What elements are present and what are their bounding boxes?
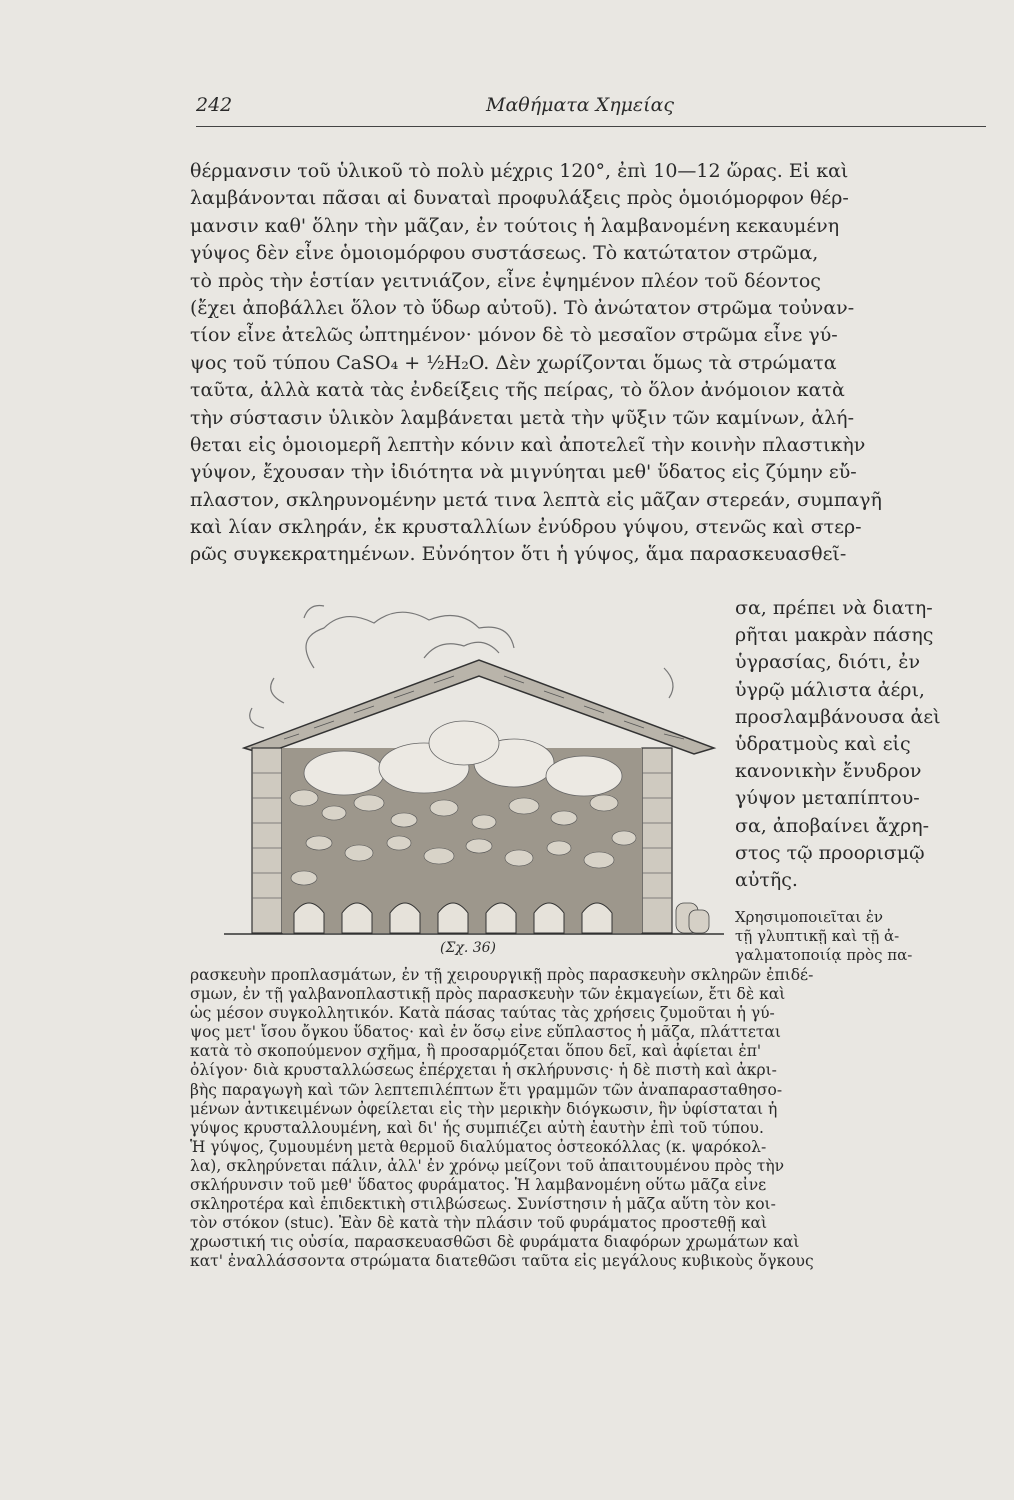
text-line: γύψον μεταπίπτου-: [735, 787, 920, 810]
kiln-illustration: [224, 598, 724, 948]
text-line: ρῆται μακρὰν πάσης: [735, 624, 934, 647]
text-line: στος τῷ προορισμῷ: [735, 841, 925, 864]
text-line: ρῶς συγκεκρατημένων. Εὐνόητον ὅτι ἡ γύψος, ἅμα παρασκευασθεῖ-: [190, 543, 847, 566]
text-line: Ἡ γύψος, ζυμουμένη μετὰ θερμοῦ διαλύματος ὀστεοκόλλας (κ. ψαρόκολ-: [190, 1137, 767, 1156]
text-line: λα), σκληρύνεται πάλιν, ἀλλ' ἐν χρόνῳ μείζονι τοῦ ἀπαιτουμένου πρὸς τὴν: [190, 1156, 785, 1175]
text-line: ψος τοῦ τύπου CaSO₄ + ½H₂O. Δὲν χωρίζονται ὅμως τὰ στρώματα: [190, 351, 837, 374]
wrap-small-paragraph: [735, 908, 1000, 966]
text-line: (ἔχει ἀποβάλλει ὅλον τὸ ὕδωρ αὐτοῦ). Τὸ ἀνώτατον στρῶμα τοὐναν-: [190, 296, 855, 319]
text-line: θεται εἰς ὁμοιομερῆ λεπτὴν κόνιν καὶ ἀποτελεῖ τὴν κοινὴν πλαστικὴν: [190, 433, 866, 456]
text-line: μανσιν καθ' ὅλην τὴν μᾶζαν, ἐν τούτοις ἡ λαμβανομένη κεκαυμένη: [190, 214, 840, 237]
text-line: ὀλίγον· διὰ κρυσταλλώσεως ἐπέρχεται ἡ σκλήρυνσις· ἡ δὲ πιστὴ καὶ ἀκρι-: [190, 1061, 777, 1080]
text-line: γύψον, ἔχουσαν τὴν ἰδιότητα νὰ μιγνύηται μεθ' ὕδατος εἰς ζύμην εὔ-: [190, 461, 857, 484]
text-line: γύψος δὲν εἶνε ὁμοιομόρφου συστάσεως. Τὸ κατώτατον στρῶμα,: [190, 242, 819, 265]
page-number: 242: [196, 94, 233, 116]
text-line: ρασκευὴν προπλασμάτων, ἐν τῇ χειρουργικῇ πρὸς παρασκευὴν σκληρῶν ἐπιδέ-: [190, 966, 814, 984]
text-line: σα, ἀποβαίνει ἄχρη-: [735, 814, 930, 837]
text-line: ὑγρῷ μάλιστα ἀέρι,: [735, 678, 925, 701]
text-line: τὸ πρὸς τὴν ἑστίαν γειτνιάζον, εἶνε ἐψημένον πλέον τοῦ δέοντος: [190, 269, 821, 292]
text-line: χρωστική τις οὐσία, παρασκευασθῶσι δὲ φυράματα διαφόρων χρωμάτων καὶ: [190, 1233, 800, 1252]
text-line: πλαστον, σκληρυνομένην μετά τινα λεπτὰ εἰς μᾶζαν στερεάν, συμπαγῆ: [190, 488, 882, 511]
text-line: τῇ γλυπτικῇ καὶ τῇ ἀ-: [735, 927, 900, 946]
text-line: σμων, ἐν τῇ γαλβανοπλαστικῇ πρὸς παρασκευὴν τῶν ἐκμαγείων, ἔτι δὲ καὶ: [190, 985, 786, 1004]
text-line: λαμβάνονται πᾶσαι αἱ δυναταὶ προφυλάξεις πρὸς ὁμοιόμορφον θέρ-: [190, 187, 849, 210]
sacks: [676, 903, 709, 933]
text-line: γαλματοποιίᾳ πρὸς πα-: [735, 946, 913, 965]
right-wall: [642, 748, 672, 933]
left-wall: [252, 748, 282, 933]
page-header: [196, 90, 986, 127]
text-line: τὴν σύστασιν ὑλικὸν λαμβάνεται μετὰ τὴν ψῦξιν τῶν καμίνων, ἀλή-: [190, 406, 854, 429]
text-line: σκλήρυνσιν τοῦ μεθ' ὕδατος φυράματος. Ἡ λαμβανομένη οὕτω μᾶζα εἶνε: [190, 1176, 767, 1195]
text-line: τὸν στόκον (stuc). Ἐὰν δὲ κατὰ τὴν πλάσιν τοῦ φυράματος προστεθῇ καὶ: [190, 1214, 768, 1233]
text-line: ὑγρασίας, διότι, ἐν: [735, 651, 920, 674]
text-line: σα, πρέπει νὰ διατη-: [735, 597, 933, 619]
text-line: γύψος κρυσταλλουμένη, καὶ δι' ἧς συμπιέζει αὐτὴ ἑαυτὴν ἐπὶ τοῦ τύπου.: [190, 1118, 764, 1137]
text-line: αὐτῆς.: [735, 868, 798, 891]
wrap-paragraph: [735, 595, 995, 894]
text-line: κατ' ἐναλλάσσοντα στρώματα διατεθῶσι ταῦτα εἰς μεγάλους κυβικοὺς ὄγκους: [190, 1252, 814, 1271]
text-line: σκληροτέρα καὶ ἐπιδεκτικὴ στιλβώσεως. Συνίστησιν ἡ μᾶζα αὕτη τὸν κοι-: [190, 1195, 776, 1214]
text-line: τίον εἶνε ἀτελῶς ὠπτημένον· μόνον δὲ τὸ μεσαῖον στρῶμα εἶνε γύ-: [190, 324, 838, 347]
text-line: κανονικὴν ἔνυδρον: [735, 760, 922, 783]
upper-paragraph: [190, 158, 990, 569]
text-line: ταῦτα, ἀλλὰ κατὰ τὰς ἐνδείξεις τῆς πείρας, τὸ ὅλον ἀνόμοιον κατὰ: [190, 379, 845, 402]
figure-caption: (Σχ. 36): [440, 940, 497, 956]
text-line: καὶ λίαν σκληράν, ἐκ κρυσταλλίων ἐνύδρου γύψου, στενῶς καὶ στερ-: [190, 516, 862, 539]
text-line: προσλαμβάνουσα ἀεὶ: [735, 705, 941, 728]
lower-paragraph: [190, 966, 990, 1272]
text-line: μένων ἀντικειμένων ὀφείλεται εἰς τὴν μερικὴν διόγκωσιν, ἣν ὑφίσταται ἡ: [190, 1099, 778, 1118]
text-line: Χρησιμοποιεῖται ἐν: [735, 908, 884, 926]
running-title: Μαθήματα Χημείας: [486, 94, 675, 116]
text-line: βὴς παραγωγὴ καὶ τῶν λεπτεπιλέπτων ἔτι γραμμῶν τῶν ἀναπαρασταθησο-: [190, 1080, 783, 1099]
text-line: θέρμανσιν τοῦ ὑλικοῦ τὸ πολὺ μέχρις 120°, ἐπὶ 10—12 ὥρας. Εἰ καὶ: [190, 160, 849, 182]
text-line: ψος μετ' ἴσου ὄγκου ὕδατος· καὶ ἐν ὅσῳ εἶνε εὔπλαστος ἡ μᾶζα, πλάττεται: [190, 1023, 781, 1042]
text-line: ὡς μέσον συγκολλητικόν. Κατὰ πάσας ταύτας τὰς χρήσεις ζυμοῦται ἡ γύ-: [190, 1004, 775, 1023]
text-line: κατὰ τὸ σκοπούμενον σχῆμα, ἢ προσαρμόζεται ὅπου δεῖ, καὶ ἀφίεται ἐπ': [190, 1042, 762, 1061]
text-line: ὑδρατμοὺς καὶ εἰς: [735, 732, 911, 755]
